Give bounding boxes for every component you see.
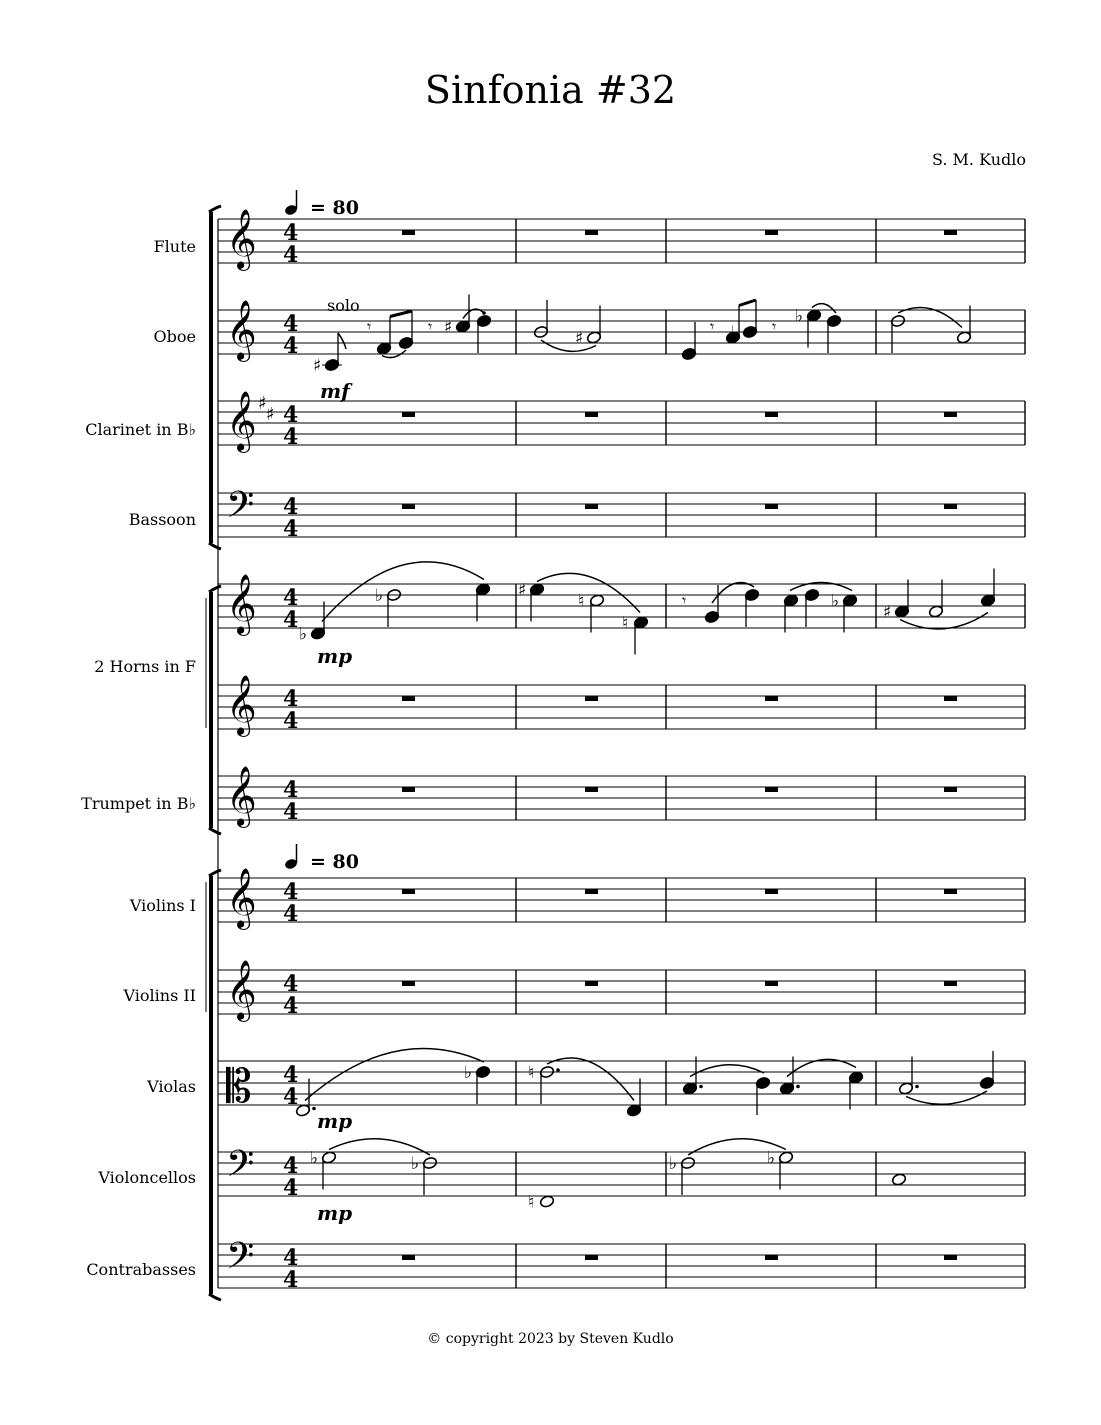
- bracket-bottom: [209, 543, 221, 549]
- whole-rest: [765, 889, 778, 894]
- time-signature-numerator: 4: [283, 777, 299, 803]
- slur: [329, 1139, 430, 1155]
- staff-violins-1: [218, 868, 1025, 930]
- composer-name: S. M. Kudlo: [931, 150, 1026, 169]
- copyright-notice: © copyright 2023 by Steven Kudlo: [427, 1331, 674, 1347]
- whole-rest: [765, 981, 778, 986]
- treble-clef-icon: 𝄞: [226, 960, 257, 1020]
- flat-icon: ♭: [669, 1154, 678, 1174]
- flat-icon: ♭: [375, 586, 384, 606]
- sharp-icon: ♯: [444, 317, 453, 338]
- time-signature-numerator: 4: [283, 686, 299, 712]
- beam: [739, 300, 756, 306]
- instrument-label-bassoon: Bassoon: [128, 510, 196, 529]
- instrument-label-contrabasses: Contrabasses: [86, 1260, 196, 1279]
- whole-rest: [402, 504, 415, 509]
- whole-rest: [402, 889, 415, 894]
- whole-rest: [944, 787, 957, 792]
- whole-rest: [765, 412, 778, 417]
- time-signature-numerator: 4: [283, 220, 299, 246]
- whole-rest: [944, 504, 957, 509]
- whole-rest: [402, 412, 415, 417]
- treble-clef-icon: 𝄞: [226, 391, 257, 451]
- whole-rest: [944, 1255, 957, 1260]
- instrument-label-cellos: Violoncellos: [98, 1168, 196, 1187]
- bracket-top: [209, 586, 221, 592]
- sharp-icon: ♯: [258, 393, 267, 414]
- time-signature-numerator: 4: [283, 1062, 299, 1088]
- whole-rest: [585, 230, 598, 235]
- treble-clef-icon: 𝄞: [226, 675, 257, 735]
- slur: [906, 1091, 987, 1104]
- flat-icon: ♭: [310, 1148, 319, 1169]
- slur: [787, 1059, 856, 1076]
- notation: [284, 190, 996, 1260]
- time-signature-denominator: 4: [283, 1175, 299, 1201]
- instrument-label-violins-1: Violins I: [129, 896, 196, 915]
- whole-rest: [765, 230, 778, 235]
- slur: [900, 613, 988, 629]
- time-signature-numerator: 4: [283, 402, 299, 428]
- tempo-marking-strings: = 80: [310, 851, 359, 873]
- time-signature-numerator: 4: [283, 879, 299, 905]
- whole-rest: [765, 787, 778, 792]
- group-brackets: [206, 206, 221, 1300]
- whole-rest: [944, 230, 957, 235]
- whole-rest: [585, 696, 598, 701]
- treble-clef-icon: 𝄞: [226, 209, 257, 269]
- half-note-head: [539, 1195, 554, 1208]
- instrument-label-horns: 2 Horns in F: [94, 657, 196, 676]
- bass-clef-icon: 𝄢: [226, 484, 255, 535]
- slur: [690, 1065, 764, 1077]
- whole-rest: [765, 1255, 778, 1260]
- slur: [537, 573, 640, 612]
- instrument-label-oboe: Oboe: [153, 327, 196, 346]
- time-signature-numerator: 4: [283, 311, 299, 337]
- bass-clef-icon: 𝄢: [226, 1235, 255, 1286]
- staff-contrabasses: [218, 1235, 1025, 1293]
- horn-dynamic-mp: mp: [317, 644, 353, 668]
- time-signature-denominator: 4: [283, 516, 299, 542]
- instrument-label-flute: Flute: [153, 237, 196, 256]
- score-text-marks: [310, 197, 360, 1225]
- flat-icon: ♭: [464, 1063, 473, 1083]
- whole-rest: [944, 696, 957, 701]
- whole-rest: [585, 1255, 598, 1260]
- time-signature-denominator: 4: [283, 993, 299, 1019]
- bracket-top: [209, 206, 221, 212]
- bass-clef-icon: 𝄢: [226, 1143, 255, 1194]
- eighth-rest-icon: 𝄾: [710, 317, 715, 336]
- eighth-rest-icon: 𝄾: [682, 591, 687, 610]
- whole-rest: [944, 889, 957, 894]
- whole-rest: [944, 412, 957, 417]
- bracket-top: [209, 870, 221, 876]
- note-flag: [338, 333, 346, 349]
- time-signature-denominator: 4: [283, 242, 299, 268]
- staff-bassoon: [218, 484, 1025, 542]
- whole-rest: [765, 504, 778, 509]
- viola-dynamic-mp: mp: [317, 1109, 353, 1133]
- staff-violins-2: [218, 960, 1025, 1022]
- flat-icon: ♭: [767, 1148, 776, 1169]
- slur: [305, 1048, 484, 1100]
- staff-trumpet: [218, 766, 1025, 828]
- woodwinds-bracket: [209, 206, 221, 549]
- time-signature-denominator: 4: [283, 708, 299, 734]
- time-signature-numerator: 4: [283, 494, 299, 520]
- sharp-icon: ♯: [313, 356, 322, 376]
- time-signature-denominator: 4: [283, 901, 299, 927]
- whole-rest: [765, 696, 778, 701]
- sharp-icon: ♯: [266, 404, 275, 425]
- bracket-bottom: [209, 1294, 221, 1300]
- flat-icon: ♭: [411, 1154, 420, 1174]
- eighth-rest-icon: 𝄾: [428, 317, 433, 336]
- slur: [541, 340, 596, 351]
- whole-rest: [402, 696, 415, 701]
- instrument-label-violas: Violas: [147, 1077, 196, 1096]
- augmentation-dot: [312, 1107, 316, 1111]
- eighth-rest-icon: 𝄾: [367, 317, 372, 336]
- instrument-label-trumpet: Trumpet in B♭: [81, 794, 196, 813]
- whole-rest: [585, 787, 598, 792]
- whole-rest: [402, 1255, 415, 1260]
- bracket-bottom: [209, 828, 221, 834]
- flat-icon: ♭: [795, 306, 804, 327]
- augmentation-dot: [796, 1085, 800, 1089]
- alto-clef-icon: 𝄡: [226, 1059, 252, 1113]
- flat-icon: ♭: [831, 591, 840, 612]
- treble-clef-icon: 𝄞: [226, 868, 257, 928]
- beam: [390, 311, 412, 317]
- whole-rest: [585, 981, 598, 986]
- whole-rest: [402, 787, 415, 792]
- tempo-marking-winds: = 80: [310, 197, 359, 219]
- augmentation-dot: [556, 1068, 560, 1072]
- eighth-rest-icon: 𝄾: [772, 317, 777, 336]
- time-signature-numerator: 4: [283, 1153, 299, 1179]
- natural-icon: ♮: [528, 1063, 535, 1083]
- sharp-icon: ♯: [518, 580, 527, 601]
- natural-icon: ♮: [528, 1192, 535, 1213]
- score-title: Sinfonia #32: [424, 68, 677, 112]
- oboe-dynamic-mf: mf: [320, 379, 350, 403]
- time-signature-denominator: 4: [283, 1267, 299, 1293]
- whole-rest: [402, 981, 415, 986]
- treble-clef-icon: 𝄞: [226, 766, 257, 826]
- time-signature-denominator: 4: [283, 424, 299, 450]
- whole-rest: [585, 504, 598, 509]
- treble-clef-icon: 𝄞: [226, 300, 257, 360]
- staff-cellos: [218, 1143, 1025, 1201]
- cello-dynamic-mp: mp: [317, 1201, 353, 1225]
- strings-bracket: [209, 870, 221, 1300]
- time-signature-numerator: 4: [283, 1245, 299, 1271]
- sharp-icon: ♯: [575, 328, 584, 349]
- augmentation-dot: [699, 1085, 703, 1089]
- whole-rest: [402, 230, 415, 235]
- whole-rest: [585, 889, 598, 894]
- sharp-icon: ♯: [883, 602, 892, 623]
- instrument-label-clarinet: Clarinet in B♭: [85, 420, 196, 439]
- time-signature-numerator: 4: [283, 585, 299, 611]
- natural-icon: ♮: [578, 591, 585, 612]
- flat-icon: ♭: [731, 323, 740, 343]
- half-note-head: [891, 1173, 906, 1186]
- brass-bracket: [209, 586, 221, 834]
- time-signature-denominator: 4: [283, 333, 299, 359]
- instrument-label-violins-2: Violins II: [123, 986, 196, 1005]
- time-signature-numerator: 4: [283, 971, 299, 997]
- time-signature-denominator: 4: [283, 607, 299, 633]
- flat-icon: ♭: [299, 624, 308, 645]
- natural-icon: ♮: [622, 613, 629, 634]
- slur: [322, 562, 484, 622]
- whole-rest: [585, 412, 598, 417]
- time-signature-denominator: 4: [283, 1084, 299, 1110]
- time-signature-denominator: 4: [283, 799, 299, 825]
- staff-horn-2: [218, 675, 1025, 737]
- augmentation-dot: [915, 1085, 919, 1089]
- treble-clef-icon: 𝄞: [226, 574, 257, 634]
- oboe-solo-marking: solo: [327, 296, 360, 315]
- whole-rest: [944, 981, 957, 986]
